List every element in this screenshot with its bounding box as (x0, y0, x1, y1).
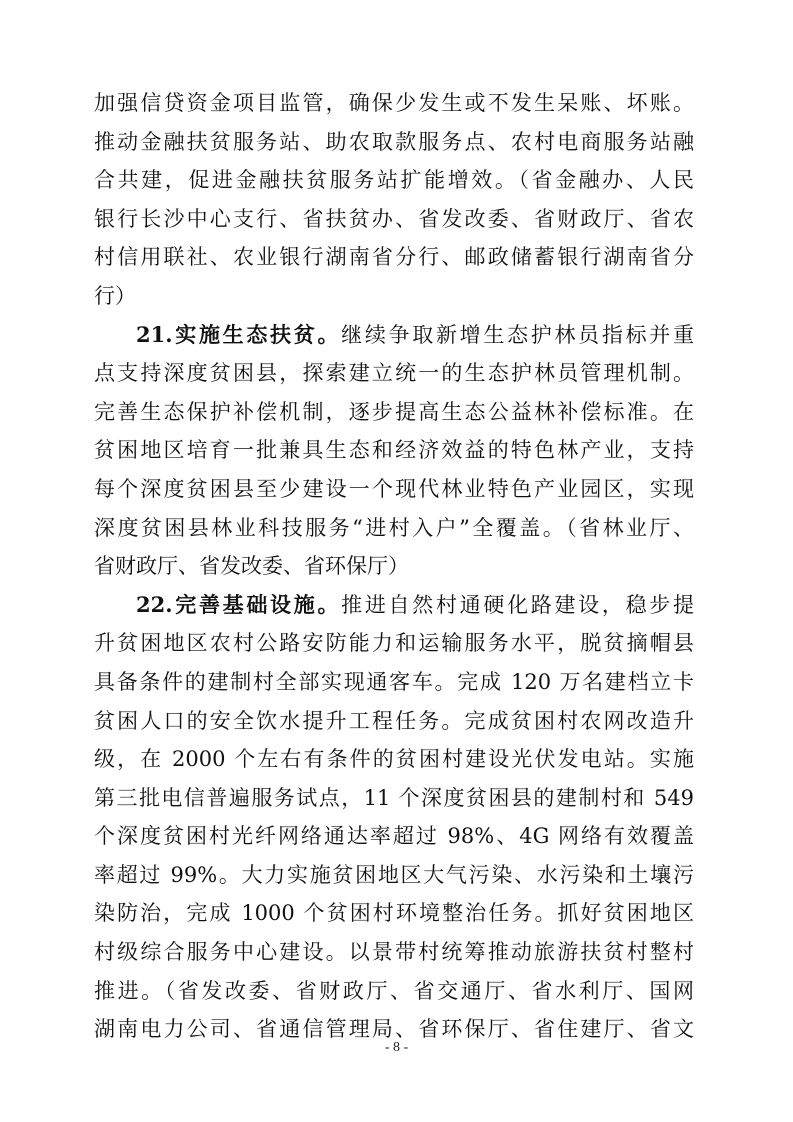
text-line: 继续争取新增生态护林员指标并重 (341, 322, 694, 347)
text-line: 合共建，促进金融扶贫服务站扩能增效。（省金融办、人民 (94, 168, 694, 193)
text-line: 贫困地区培育一批兼具生态和经济效益的特色林产业，支持 (94, 438, 694, 463)
section-22 (94, 586, 694, 1049)
text-line: 加强信贷资金项目监管，确保少发生或不发生呆账、坏账。 (94, 91, 694, 115)
section-21-first-line (94, 316, 694, 355)
section-21 (94, 316, 694, 586)
text-line: 行） (94, 283, 136, 308)
text-line: 深度贫困县林业科技服务“进村入户”全覆盖。（省林业厅、 (94, 515, 694, 540)
text-line: 推动金融扶贫服务站、助农取款服务点、农村电商服务站融 (94, 129, 694, 154)
text-line: 银行长沙中心支行、省扶贫办、省发改委、省财政厅、省农 (94, 206, 694, 231)
page-number: - 8 - (384, 1040, 409, 1055)
section-22-heading: 22.完善基础设施。 (136, 591, 342, 617)
section-21-heading: 21.实施生态扶贫。 (136, 321, 342, 347)
document-body (94, 84, 694, 1049)
text-line: 染防治，完成 1000 个贫困村环境整治任务。抓好贫困地区 (94, 901, 694, 926)
section-22-first-line (94, 586, 694, 625)
text-line: 升贫困地区农村公路安防能力和运输服务水平，脱贫摘帽县 (94, 631, 694, 656)
text-line: 贫困人口的安全饮水提升工程任务。完成贫困村农网改造升 (94, 708, 694, 733)
text-line: 具备条件的建制村全部实现通客车。完成 120 万名建档立卡 (94, 669, 694, 694)
text-line: 湖南电力公司、省通信管理局、省环保厅、省住建厅、省文 (94, 1017, 694, 1042)
text-line: 完善生态保护补偿机制，逐步提高生态公益林补偿标准。在 (94, 399, 694, 424)
text-line: 村级综合服务中心建设。以景带村统筹推动旅游扶贫村整村 (94, 940, 694, 965)
text-line: 个深度贫困村光纤网络通达率超过 98%、4G 网络有效覆盖 (94, 824, 694, 849)
text-line: 推进自然村通硬化路建设，稳步提 (341, 592, 694, 617)
text-line: 每个深度贫困县至少建设一个现代林业特色产业园区，实现 (94, 476, 694, 501)
text-line: 村信用联社、农业银行湖南省分行、邮政储蓄银行湖南省分 (94, 245, 694, 270)
text-line: 级，在 2000 个左右有条件的贫困村建设光伏发电站。实施 (94, 747, 694, 772)
text-line: 推进。（省发改委、省财政厅、省交通厅、省水利厅、国网 (94, 978, 694, 1003)
text-line: 省财政厅、省发改委、省环保厅） (94, 554, 409, 579)
text-line: 点支持深度贫困县，探索建立统一的生态护林员管理机制。 (94, 361, 694, 386)
paragraph-continued (94, 84, 694, 316)
text-line: 第三批电信普遍服务试点，11 个深度贫困县的建制村和 549 (94, 785, 694, 810)
text-line: 率超过 99%。大力实施贫困地区大气污染、水污染和土壤污 (94, 862, 694, 887)
